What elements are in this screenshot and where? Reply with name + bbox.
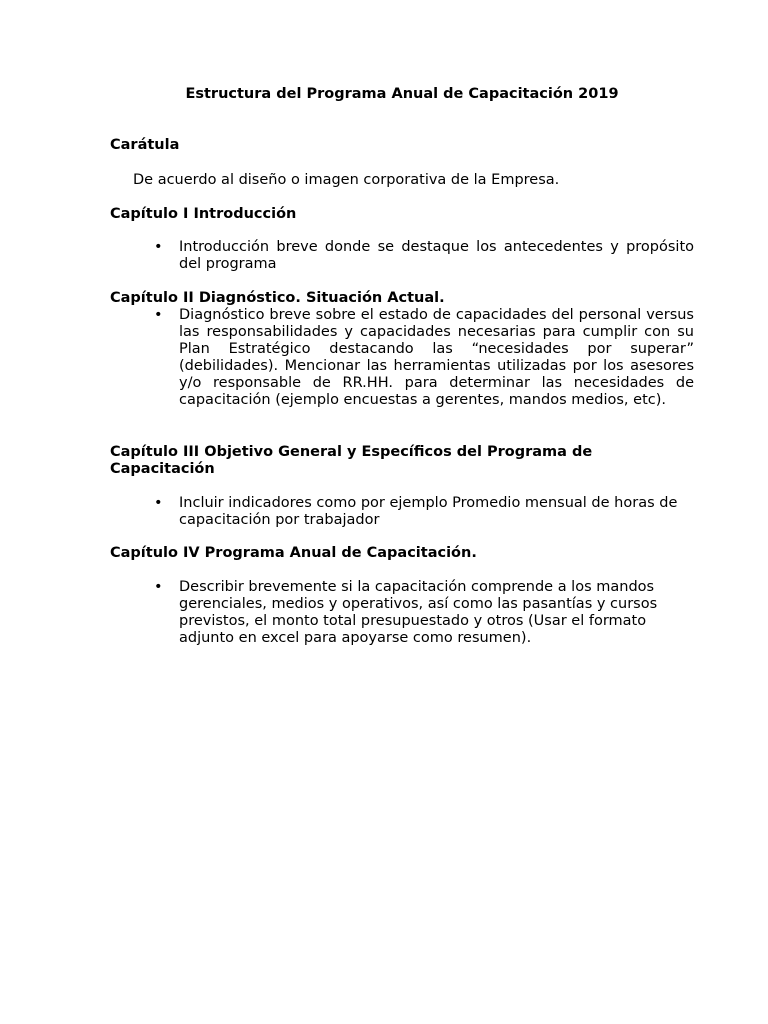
bullet-icon: • (154, 307, 163, 323)
bullet-text-capitulo-4: Describir brevemente si la capacitación comprende a los mandos gerenciales, medios y operativos, así como las pasantías y cursos previstos, el monto total presupuestado y otros (Usar el formato adjunto en excel para apoyarse como resumen). (179, 579, 658, 646)
list-item-capitulo-1 (154, 239, 694, 273)
bullet-text-capitulo-3: Incluir indicadores como por ejemplo Promedio mensual de horas de capacitación por trabajador (179, 495, 678, 528)
bullet-icon: • (154, 239, 163, 255)
document-title: Estructura del Programa Anual de Capacitación 2019 (185, 86, 619, 102)
bullet-text-capitulo-2: Diagnóstico breve sobre el estado de capacidades del personal versus las responsabilidades y capacidades necesarias para cumplir con su Plan Estratégico destacando las “necesidades por superar” (debilidades). Mencionar las herramientas utilizadas por los asesores y/o responsable de RR.HH. para determinar las necesidades de capacitación (ejemplo encuestas a gerentes, mandos medios, etc). (179, 307, 694, 408)
heading-capitulo-4: Capítulo IV Programa Anual de Capacitación. (110, 545, 477, 561)
list-item-capitulo-3 (154, 495, 694, 529)
list-item-capitulo-4 (154, 579, 694, 647)
list-item-capitulo-2 (154, 307, 694, 409)
bullet-icon: • (154, 579, 163, 595)
heading-capitulo-2: Capítulo II Diagnóstico. Situación Actual. (110, 290, 445, 306)
bullet-icon: • (154, 495, 163, 511)
heading-caratula: Carátula (110, 137, 180, 153)
caratula-text: De acuerdo al diseño o imagen corporativa de la Empresa. (133, 172, 560, 188)
heading-capitulo-3: Capítulo III Objetivo General y Específicos del Programa de Capacitación (110, 444, 593, 477)
bullet-text-capitulo-1: Introducción breve donde se destaque los antecedentes y propósito del programa (179, 239, 694, 272)
heading-capitulo-1: Capítulo I Introducción (110, 206, 297, 222)
